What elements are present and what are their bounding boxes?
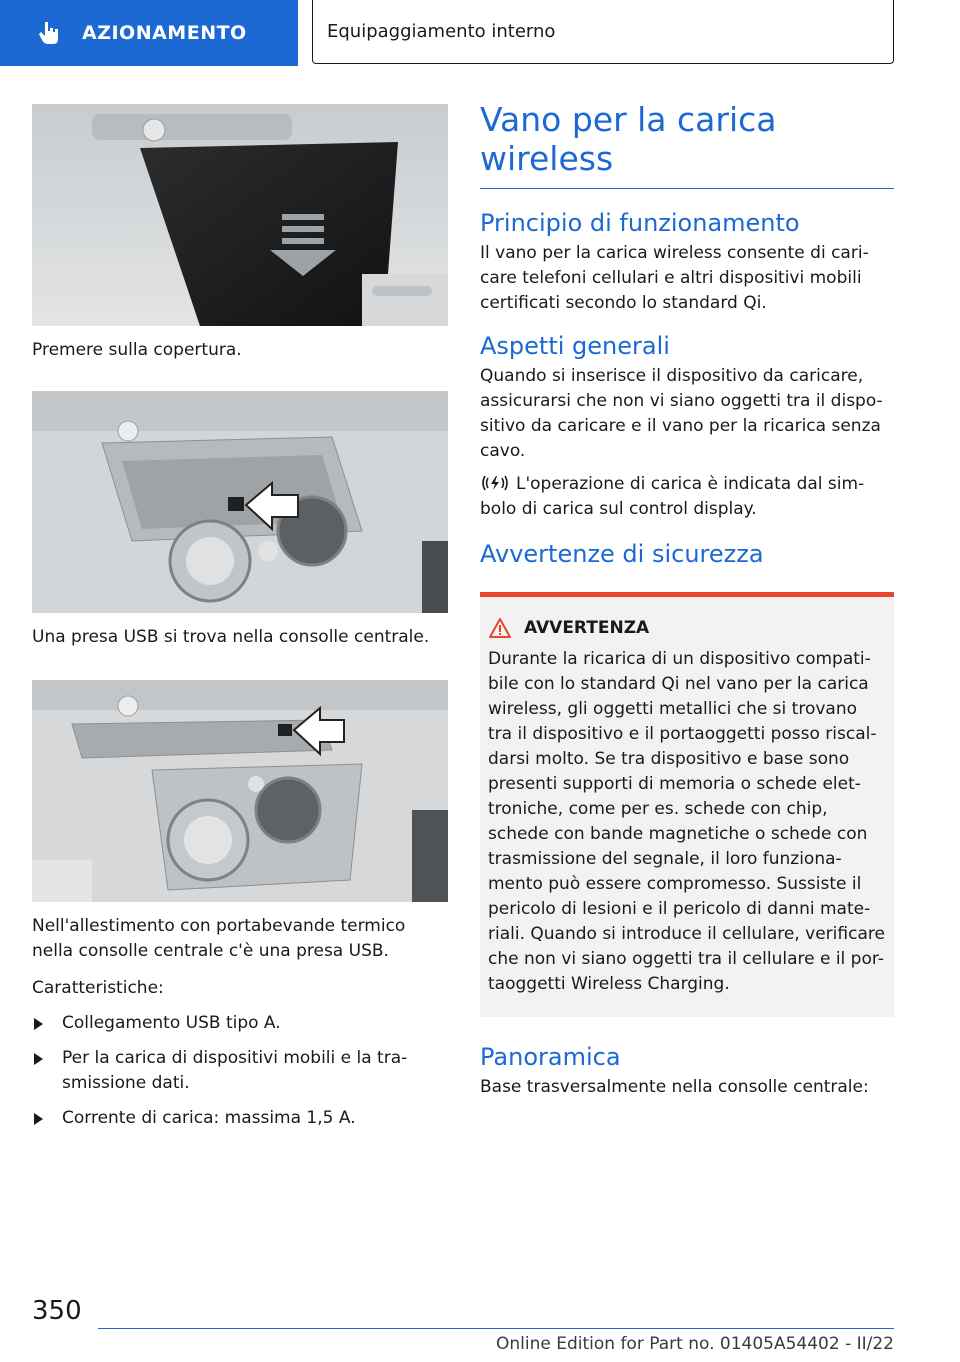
wireless-charging-icon <box>480 474 510 492</box>
footer-divider <box>98 1328 894 1329</box>
list-item: Per la carica di dispositivi mobili e la tra- smissione dati. <box>32 1046 448 1096</box>
footer-edition: Online Edition for Part no. 01405A54402 - II/22 <box>495 1334 894 1354</box>
heading-overview: Panoramica <box>480 1043 621 1071</box>
chapter-title: Equipaggiamento interno <box>327 21 556 42</box>
features-list <box>32 1011 448 1131</box>
warning-text: Durante la ricarica di un dispositivo compati- bile con lo standard Qi nel vano per la carica wireless, gli oggetti metallici che si trovano tra il dispositivo e il portaoggetti posso riscal- darsi molto. Se tra dispositivo e base sono presenti supporti di memoria o schede elet- troniche, come per es. schede con chip, schede con bande magnetiche o schede con trasmissione del segnale, il loro funziona- mento può essere compromesso. Sussiste il pericolo di lesioni e il pericolo di danni mate- riali. Quando si introduce il cellulare, verificare che non vi siano oggetti tra il cellulare e il por- taoggetti Wireless Charging. <box>488 649 885 994</box>
hand-pointer-icon <box>36 19 64 47</box>
warning-box <box>480 592 894 1017</box>
heading-general: Aspetti generali <box>480 332 670 360</box>
features-label: Caratteristiche: <box>32 978 164 998</box>
photo-usb-cupholder <box>32 680 448 902</box>
bullet-triangle-icon <box>34 1053 43 1065</box>
page-number: 350 <box>32 1296 82 1326</box>
warning-triangle-icon <box>488 617 512 639</box>
list-item: Collegamento USB tipo A. <box>32 1011 448 1036</box>
symbol-text: L'operazione di carica è indicata dal sim- bolo di carica sul control display. <box>480 474 865 519</box>
heading-principle: Principio di funzionamento <box>480 209 800 237</box>
list-item: Corrente di carica: massima 1,5 A. <box>32 1106 448 1131</box>
caption-usb-cupholder: Nell'allestimento con portabevande termico nella consolle centrale c'è una presa USB. <box>32 916 406 961</box>
chapter-tab <box>312 0 894 64</box>
photo-charging-cover <box>32 104 448 326</box>
page-header <box>0 0 960 66</box>
section-title: AZIONAMENTO <box>82 22 247 44</box>
bullet-triangle-icon <box>34 1018 43 1030</box>
heading-safety: Avvertenze di sicurezza <box>480 540 764 568</box>
caption-usb-console: Una presa USB si trova nella consolle centrale. <box>32 627 430 647</box>
warning-title: AVVERTENZA <box>524 618 650 638</box>
left-column <box>32 104 448 1131</box>
warning-header <box>488 617 886 639</box>
general-text: Quando si inserisce il dispositivo da caricare, assicurarsi che non vi siano oggetti tra il dispo- sitivo da caricare e il vano per la ricarica senza cavo. <box>480 366 883 461</box>
caption-charging-cover: Premere sulla copertura. <box>32 340 242 360</box>
page-title: Vano per la carica wireless <box>480 100 894 189</box>
principle-text: Il vano per la carica wireless consente di cari- care telefoni cellulari e altri dispositivi mobili certificati secondo lo standard Qi. <box>480 243 869 313</box>
bullet-triangle-icon <box>34 1113 43 1125</box>
photo-usb-console <box>32 391 448 613</box>
right-column <box>480 100 894 1100</box>
overview-text: Base trasversalmente nella consolle centrale: <box>480 1077 869 1097</box>
section-tab <box>0 0 298 66</box>
